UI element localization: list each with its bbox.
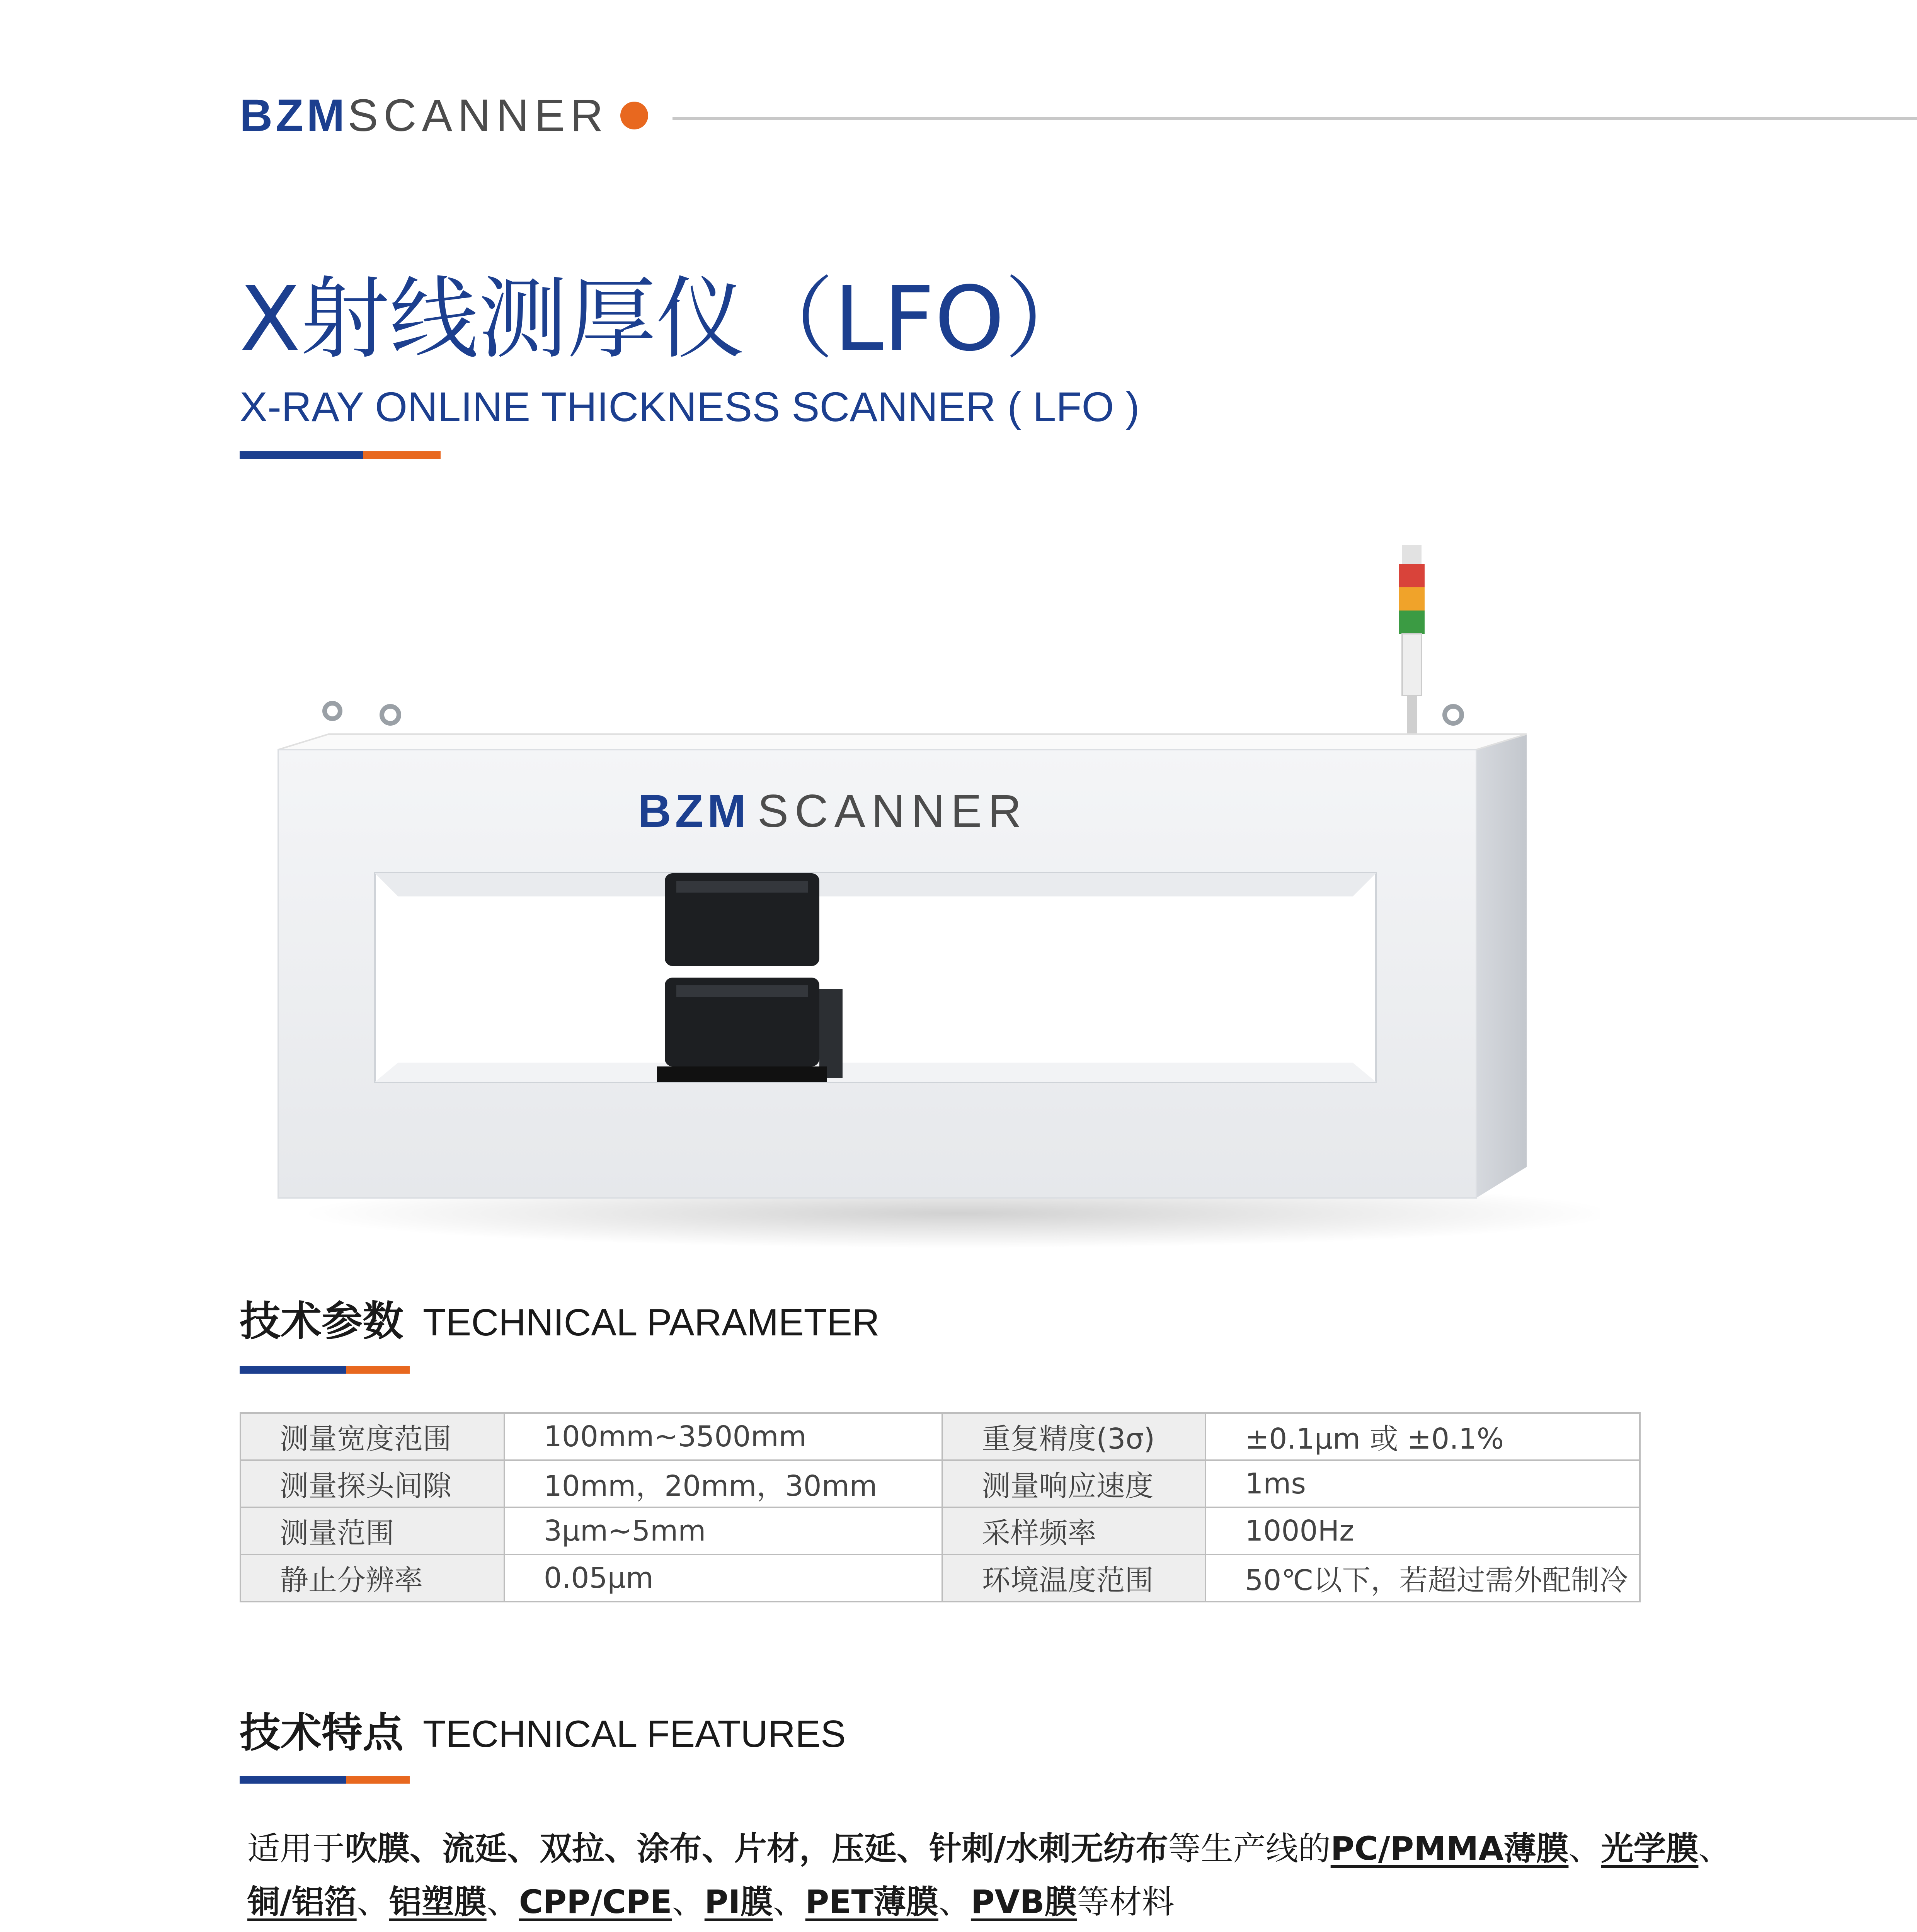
section-header-parameters	[240, 1289, 880, 1347]
param-label: 静止分辨率	[240, 1554, 504, 1602]
page-subtitle: X-RAY ONLINE THICKNESS SCANNER ( LFO )	[240, 383, 1140, 430]
param-value: 0.05μm	[504, 1554, 943, 1602]
logo-dot-icon	[620, 102, 648, 129]
param-label: 采样频率	[942, 1507, 1205, 1554]
logo-light: SCANNER	[347, 90, 609, 141]
feature-paragraph: 适用于吹膜、流延、双拉、涂布、片材，压延、针刺/水刺无纺布等生产线的PC/PMMA薄膜、光学膜、铜/铝箔、铝塑膜、CPP/CPE、PI膜、PET薄膜、PVB膜等材料	[247, 1830, 1731, 1921]
section-title-cn: 技术参数	[240, 1298, 403, 1345]
title-underline	[240, 451, 441, 459]
section-underline	[240, 1366, 410, 1374]
param-value: 1000Hz	[1205, 1507, 1640, 1554]
param-label: 测量探头间隙	[240, 1460, 504, 1507]
section-title-en: TECHNICAL PARAMETER	[423, 1301, 880, 1344]
table-row	[240, 1554, 1640, 1602]
signal-tower-icon	[1399, 545, 1425, 742]
table-row	[240, 1413, 1640, 1460]
logo-wordmark	[240, 90, 609, 141]
table-row	[240, 1507, 1640, 1554]
product-logo-light: SCANNER	[758, 785, 1028, 837]
param-value: 3μm~5mm	[504, 1507, 943, 1554]
header-divider	[672, 117, 1917, 120]
param-label: 测量范围	[240, 1507, 504, 1554]
param-value: ±0.1μm 或 ±0.1%	[1205, 1413, 1640, 1460]
param-value: 50℃以下，若超过需外配制冷	[1205, 1554, 1640, 1602]
page-title: X射线测厚仪（LFO）	[240, 268, 1094, 371]
table-row	[240, 1460, 1640, 1507]
param-label: 环境温度范围	[942, 1554, 1205, 1602]
section-title-cn: 技术特点	[240, 1709, 403, 1757]
section-title-en: TECHNICAL FEATURES	[423, 1713, 846, 1755]
param-value: 1ms	[1205, 1460, 1640, 1507]
product-logo-bold: BZM	[638, 785, 750, 837]
product-image	[240, 533, 1600, 1291]
param-value: 100mm~3500mm	[504, 1413, 943, 1460]
brand-logo	[240, 90, 648, 141]
section-header-features	[240, 1700, 846, 1759]
logo-bold: BZM	[240, 90, 348, 141]
spec-table	[240, 1412, 1641, 1602]
param-label: 重复精度(3σ)	[942, 1413, 1205, 1460]
section-underline	[240, 1776, 410, 1784]
param-label: 测量响应速度	[942, 1460, 1205, 1507]
param-label: 测量宽度范围	[240, 1413, 504, 1460]
param-value: 10mm，20mm，30mm	[504, 1460, 943, 1507]
